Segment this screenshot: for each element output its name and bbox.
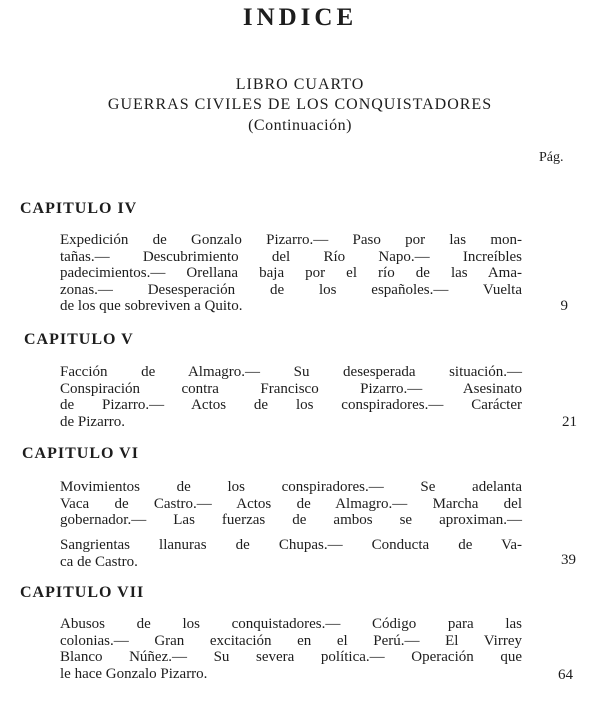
- page-number-iv: 9: [560, 298, 568, 314]
- book-title: GUERRAS CIVILES DE LOS CONQUISTADORES: [107, 96, 493, 113]
- page-column-header: Pág.: [539, 150, 564, 165]
- page-number-vii: 64: [558, 667, 573, 683]
- summary-line: Conspiración contra Francisco Pizarro.— Asesinato: [60, 380, 522, 397]
- summary-line: de Pizarro.: [60, 413, 125, 430]
- summary-line: zonas.— Desesperación de los españoles.— Vuelta: [60, 281, 522, 298]
- chapter-summary-vii: [60, 616, 522, 682]
- summary-line: Movimientos de los conspiradores.— Se adelanta: [60, 479, 522, 495]
- chapter-heading-vii: CAPITULO VII: [20, 584, 145, 601]
- chapter-heading-v: CAPITULO V: [24, 331, 134, 348]
- page-number-vi: 39: [561, 552, 576, 568]
- book-number: LIBRO CUARTO: [235, 76, 365, 93]
- chapter-summary-iv: [60, 232, 522, 315]
- summary-line: Facción de Almagro.— Su desesperada situación.—: [60, 364, 522, 380]
- summary-line: gobernador.— Las fuerzas de ambos se aproximan.—: [60, 512, 522, 528]
- summary-line: padecimientos.— Orellana baja por el río de las Ama-: [60, 265, 522, 281]
- chapter-summary-vi: [60, 479, 522, 529]
- summary-line: Vaca de Castro.— Actos de Almagro.— Marcha del: [60, 495, 522, 512]
- summary-line: Blanco Núñez.— Su severa política.— Operación que: [60, 649, 522, 665]
- chapter-heading-iv: CAPITULO IV: [20, 200, 138, 217]
- summary-line: Sangrientas llanuras de Chupas.— Conducta de Va-: [60, 537, 522, 553]
- summary-line: le hace Gonzalo Pizarro.: [60, 665, 208, 682]
- chapter-summary-v: [60, 364, 522, 430]
- summary-line: de los que sobreviven a Quito.: [60, 298, 243, 314]
- summary-line: colonias.— Gran excitación en el Perú.— El Virrey: [60, 632, 522, 649]
- summary-line: Expedición de Gonzalo Pizarro.— Paso por las mon-: [60, 232, 522, 248]
- summary-line: tañas.— Descubrimiento del Río Napo.— Increíbles: [60, 248, 522, 265]
- page-number-v: 21: [562, 414, 577, 430]
- summary-line: de Pizarro.— Actos de los conspiradores.— Carácter: [60, 397, 522, 413]
- chapter-heading-vi: CAPITULO VI: [22, 445, 139, 462]
- summary-line: ca de Castro.: [60, 553, 138, 570]
- summary-line: Abusos de los conquistadores.— Código para las: [60, 616, 522, 632]
- chapter-summary-vi-continued: [60, 537, 522, 570]
- book-continuation: (Continuación): [248, 117, 352, 134]
- page-title: INDICE: [242, 4, 358, 31]
